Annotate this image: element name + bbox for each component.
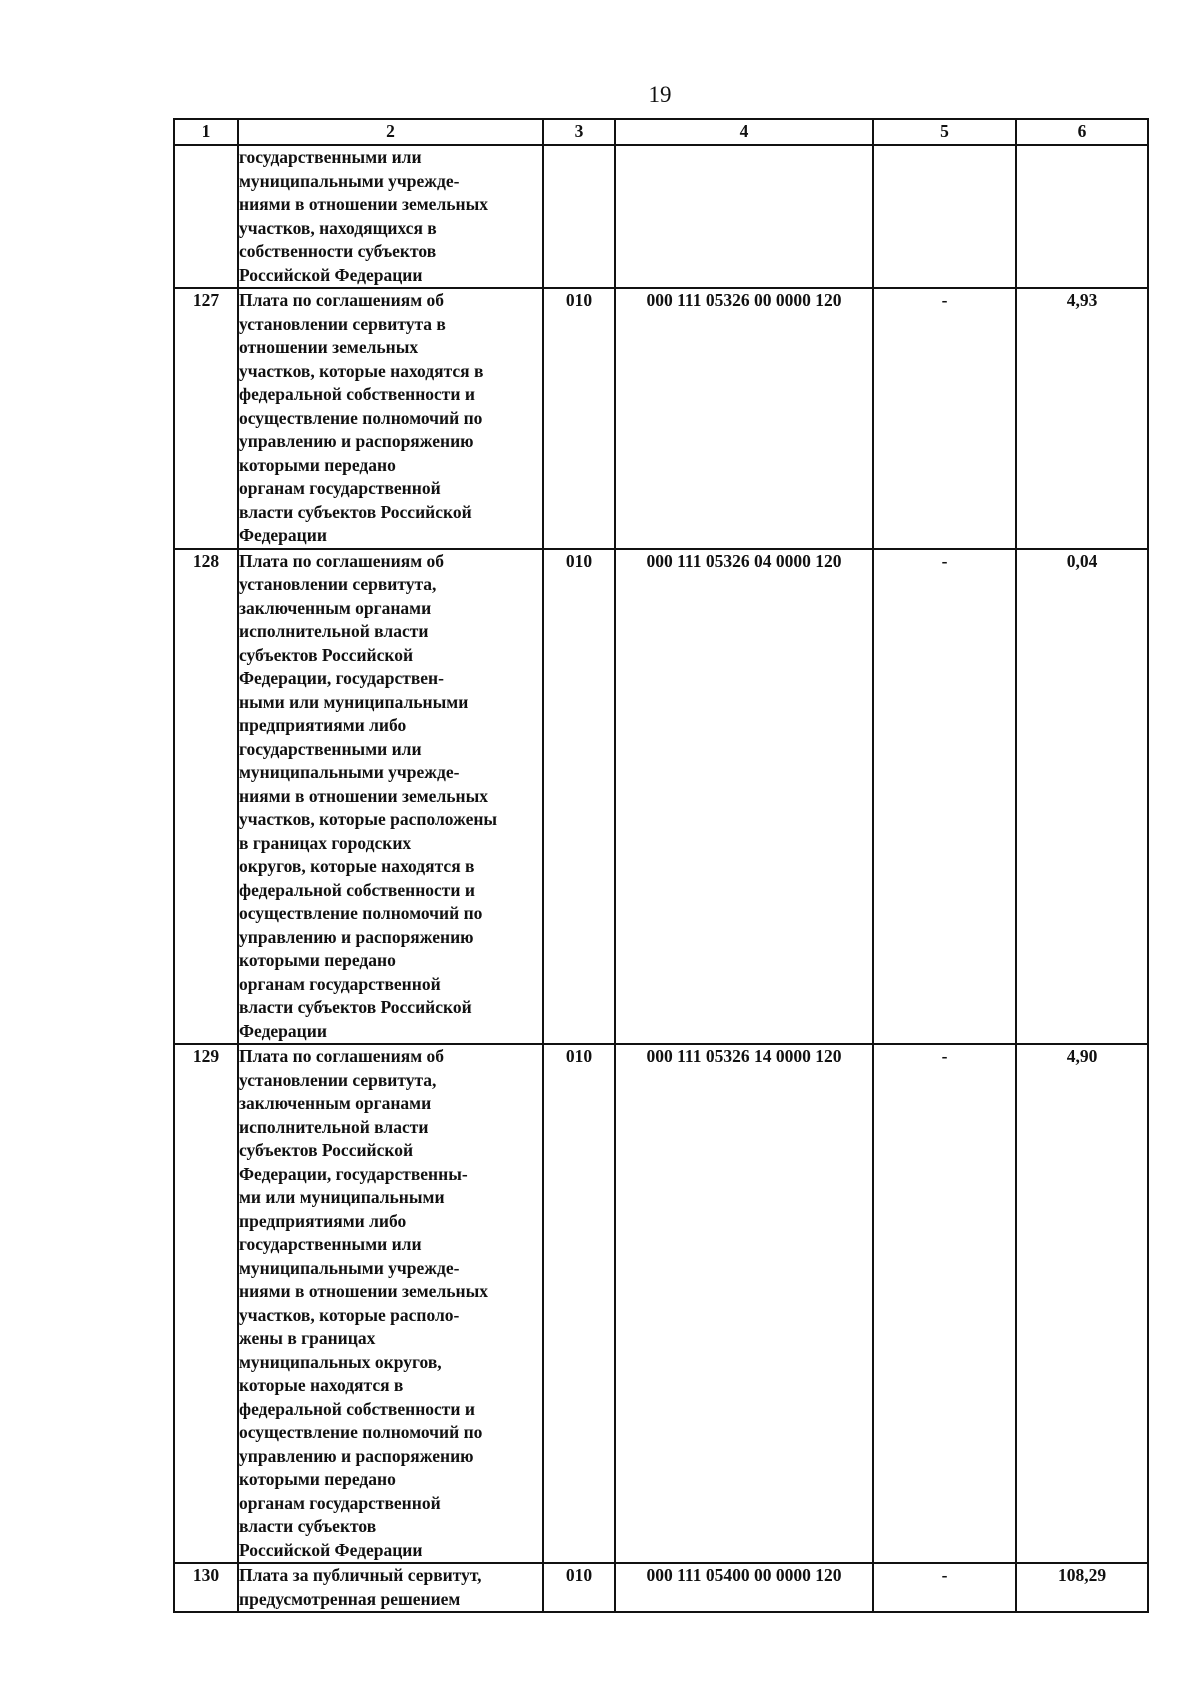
row-amount-cell: 0,04 [1016,549,1148,1045]
description-line: которыми передано [239,950,396,970]
table-row [174,1563,1148,1612]
header-col-2: 2 [238,119,543,145]
description-line: исполнительной власти [239,1116,429,1137]
row-col5-cell [873,145,1016,288]
description-line: федеральной собственности и [239,384,475,404]
description-line: заключенным органами [239,597,432,618]
description-line: осуществление полномочий по [239,903,483,923]
row-amount-cell: 108,29 [1016,1563,1148,1612]
description-line: управлению и распоряжению [239,431,474,451]
page-number: 19 [648,82,672,107]
description-line: муниципальными учрежде- [239,170,460,191]
description-line: Плата по соглашениям об [239,550,444,571]
description-line: участков, которые располо- [239,1304,460,1325]
description-line: Федерации [239,525,327,545]
description-line: предприятиями либо [239,1210,407,1231]
description-line: отношении земельных [239,337,419,357]
description-line: управлению и распоряжению [239,926,474,947]
description-line: собственности субъектов [239,241,437,261]
row-description-cell [238,1044,543,1563]
table-row [174,145,1148,288]
description-line: округов, которые находятся в [239,856,475,876]
description-line: государственными или [239,738,422,759]
description-line: которыми передано [239,1469,396,1489]
description-line: участков, которые находятся в [239,360,484,381]
description-line: Российской Федерации [239,1539,423,1560]
row-description-cell [238,145,543,288]
description-line: ниями в отношении земельных [239,1281,489,1301]
header-col-3: 3 [543,119,615,145]
description-line: установлении сервитута в [239,313,446,334]
description-line: Федерации [239,1020,327,1041]
row-number-cell: 128 [174,549,238,1045]
description-line: осуществление полномочий по [239,1422,483,1442]
row-col5-cell: - [873,1563,1016,1612]
description-line: предприятиями либо [239,715,407,735]
description-line: осуществление полномочий по [239,407,483,428]
row-col5-cell: - [873,549,1016,1045]
description-line: органам государственной [239,478,441,498]
description-line: Федерации, государственны- [239,1163,468,1184]
row-code-cell: 010 [543,1044,615,1563]
description-line: субъектов Российской [239,1140,414,1160]
row-number-cell [174,145,238,288]
header-col-5: 5 [873,119,1016,145]
description-line: федеральной собственности и [239,1398,475,1419]
description-line: установлении сервитута, [239,1069,437,1090]
description-line: управлению и распоряжению [239,1445,474,1466]
description-line: муниципальных округов, [239,1351,442,1372]
row-description-cell [238,288,543,549]
description-line: муниципальными учрежде- [239,1257,460,1278]
row-code-cell: 010 [543,288,615,549]
description-line: органам государственной [239,1492,441,1513]
description-line: государственными или [239,1234,422,1254]
row-classification-code-cell: 000 111 05326 00 0000 120 [615,288,873,549]
table-row [174,549,1148,1045]
description-line: власти субъектов [239,1516,377,1536]
description-line: Федерации, государствен- [239,668,444,688]
description-line: ными или муниципальными [239,691,469,712]
description-line: Плата по соглашениям об [239,290,444,310]
description-line: исполнительной власти [239,621,429,641]
description-line: муниципальными учрежде- [239,762,460,782]
table-row [174,288,1148,549]
description-line: ниями в отношении земельных [239,194,489,214]
description-line: участков, находящихся в [239,217,437,238]
table-row [174,1044,1148,1563]
row-code-cell [543,145,615,288]
description-line: в границах городских [239,832,412,853]
row-amount-cell: 4,93 [1016,288,1148,549]
description-line: власти субъектов Российской [239,501,472,522]
row-code-cell: 010 [543,1563,615,1612]
row-number-cell: 127 [174,288,238,549]
row-number-cell: 130 [174,1563,238,1612]
row-classification-code-cell [615,145,873,288]
description-line: Российской Федерации [239,264,423,285]
description-line: предусмотренная решением [239,1588,461,1609]
row-description-cell [238,549,543,1045]
row-amount-cell [1016,145,1148,288]
table-body [174,145,1148,1612]
description-line: ми или муниципальными [239,1187,445,1207]
description-line: жены в границах [239,1328,376,1348]
row-code-cell: 010 [543,549,615,1045]
description-line: субъектов Российской [239,644,414,665]
row-col5-cell: - [873,288,1016,549]
description-line: ниями в отношении земельных [239,785,489,806]
row-number-cell: 129 [174,1044,238,1563]
description-line: Плата за публичный сервитут, [239,1565,482,1585]
description-line: федеральной собственности и [239,879,475,900]
row-col5-cell: - [873,1044,1016,1563]
description-line: государственными или [239,147,422,167]
description-line: органам государственной [239,973,441,994]
description-line: которые находятся в [239,1375,404,1395]
row-amount-cell: 4,90 [1016,1044,1148,1563]
table-header [174,119,1148,145]
header-col-4: 4 [615,119,873,145]
header-col-1: 1 [174,119,238,145]
description-line: власти субъектов Российской [239,997,472,1017]
description-line: установлении сервитута, [239,574,437,594]
header-col-6: 6 [1016,119,1148,145]
row-description-cell [238,1563,543,1612]
budget-table [173,118,1149,1613]
description-line: заключенным органами [239,1093,432,1113]
description-line: которыми передано [239,454,396,475]
description-line: участков, которые расположены [239,809,498,829]
row-classification-code-cell: 000 111 05400 00 0000 120 [615,1563,873,1612]
row-classification-code-cell: 000 111 05326 14 0000 120 [615,1044,873,1563]
description-line: Плата по соглашениям об [239,1046,444,1066]
header-row [174,119,1148,145]
row-classification-code-cell: 000 111 05326 04 0000 120 [615,549,873,1045]
